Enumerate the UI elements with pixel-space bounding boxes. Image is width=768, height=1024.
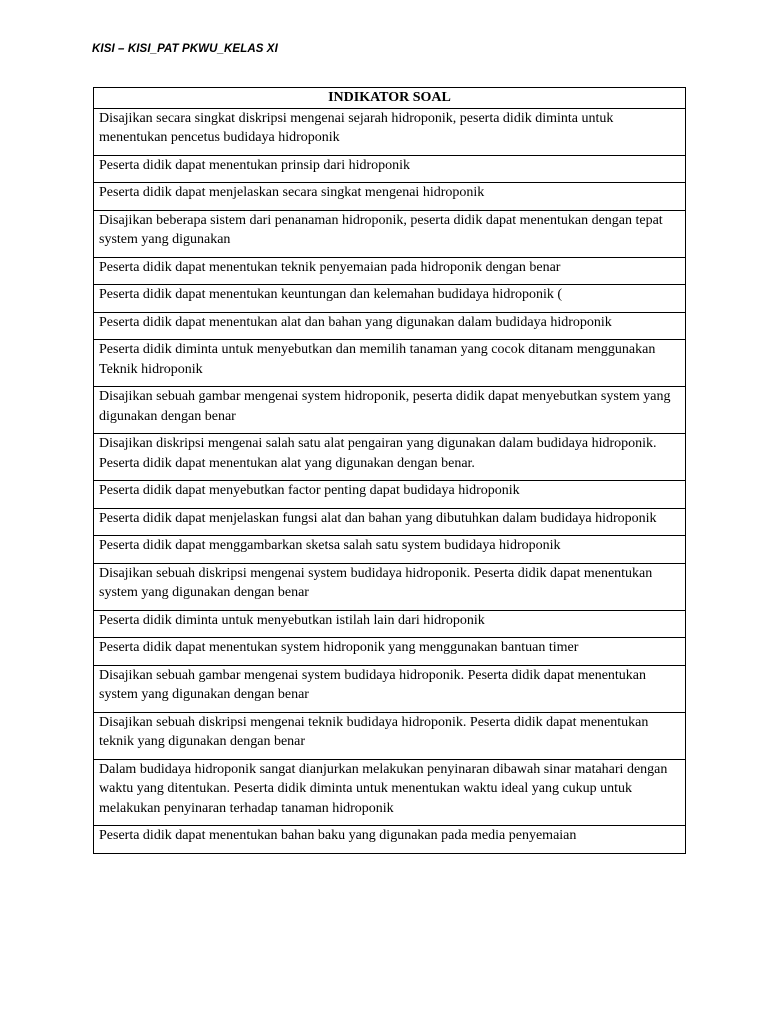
indikator-cell: Peserta didik dapat menentukan alat dan bahan yang digunakan dalam budidaya hidroponik — [94, 312, 686, 340]
table-row — [94, 610, 686, 638]
table-row — [94, 340, 686, 387]
table-row — [94, 285, 686, 313]
table-row — [94, 108, 686, 155]
document-header: KISI – KISI_PAT PKWU_KELAS XI — [92, 43, 278, 55]
indikator-cell: Disajikan sebuah diskripsi mengenai system budidaya hidroponik. Peserta didik dapat menentukan system yang digunakan dengan benar — [94, 563, 686, 610]
table-row — [94, 759, 686, 826]
table-row — [94, 508, 686, 536]
table-row — [94, 665, 686, 712]
indikator-cell: Peserta didik dapat menyebutkan factor penting dapat budidaya hidroponik — [94, 481, 686, 509]
indikator-cell: Peserta didik dapat menentukan bahan baku yang digunakan pada media penyemaian — [94, 826, 686, 854]
table-row — [94, 183, 686, 211]
table-row — [94, 826, 686, 854]
indikator-cell: Disajikan sebuah diskripsi mengenai teknik budidaya hidroponik. Peserta didik dapat menentukan teknik yang digunakan dengan benar — [94, 712, 686, 759]
indikator-cell: Peserta didik diminta untuk menyebutkan istilah lain dari hidroponik — [94, 610, 686, 638]
indikator-cell: Disajikan sebuah gambar mengenai system hidroponik, peserta didik dapat menyebutkan system yang digunakan dengan benar — [94, 387, 686, 434]
table-row — [94, 155, 686, 183]
table-row — [94, 257, 686, 285]
table-row — [94, 712, 686, 759]
indikator-cell: Peserta didik dapat menjelaskan secara singkat mengenai hidroponik — [94, 183, 686, 211]
table-header-indikator-soal: INDIKATOR SOAL — [94, 88, 686, 109]
table-row — [94, 536, 686, 564]
indikator-cell: Peserta didik diminta untuk menyebutkan dan memilih tanaman yang cocok ditanam menggunakan Teknik hidroponik — [94, 340, 686, 387]
indikator-cell: Peserta didik dapat menentukan prinsip dari hidroponik — [94, 155, 686, 183]
table-row — [94, 563, 686, 610]
table-row — [94, 312, 686, 340]
indikator-cell: Disajikan sebuah gambar mengenai system budidaya hidroponik. Peserta didik dapat menentukan system yang digunakan dengan benar — [94, 665, 686, 712]
indikator-cell: Disajikan beberapa sistem dari penanaman hidroponik, peserta didik dapat menentukan dengan tepat system yang digunakan — [94, 210, 686, 257]
indikator-cell: Peserta didik dapat menggambarkan sketsa salah satu system budidaya hidroponik — [94, 536, 686, 564]
indikator-cell: Peserta didik dapat menjelaskan fungsi alat dan bahan yang dibutuhkan dalam budidaya hidroponik — [94, 508, 686, 536]
table-row — [94, 387, 686, 434]
table-row — [94, 434, 686, 481]
indikator-cell: Disajikan diskripsi mengenai salah satu alat pengairan yang digunakan dalam budidaya hidroponik. Peserta didik dapat menentukan alat yang digunakan dengan benar. — [94, 434, 686, 481]
table-row — [94, 210, 686, 257]
indikator-cell: Peserta didik dapat menentukan teknik penyemaian pada hidroponik dengan benar — [94, 257, 686, 285]
indikator-cell: Peserta didik dapat menentukan system hidroponik yang menggunakan bantuan timer — [94, 638, 686, 666]
table-row — [94, 481, 686, 509]
indikator-cell: Disajikan secara singkat diskripsi mengenai sejarah hidroponik, peserta didik diminta untuk menentukan pencetus budidaya hidroponik — [94, 108, 686, 155]
indikator-table — [93, 87, 686, 854]
table-header-row — [94, 88, 686, 109]
table-row — [94, 638, 686, 666]
indikator-cell: Peserta didik dapat menentukan keuntungan dan kelemahan budidaya hidroponik ( — [94, 285, 686, 313]
indikator-cell: Dalam budidaya hidroponik sangat dianjurkan melakukan penyinaran dibawah sinar matahari dengan waktu yang ditentukan. Peserta didik diminta untuk menentukan waktu ideal yang cukup untuk melakukan penyinaran terhadap tanaman hidroponik — [94, 759, 686, 826]
